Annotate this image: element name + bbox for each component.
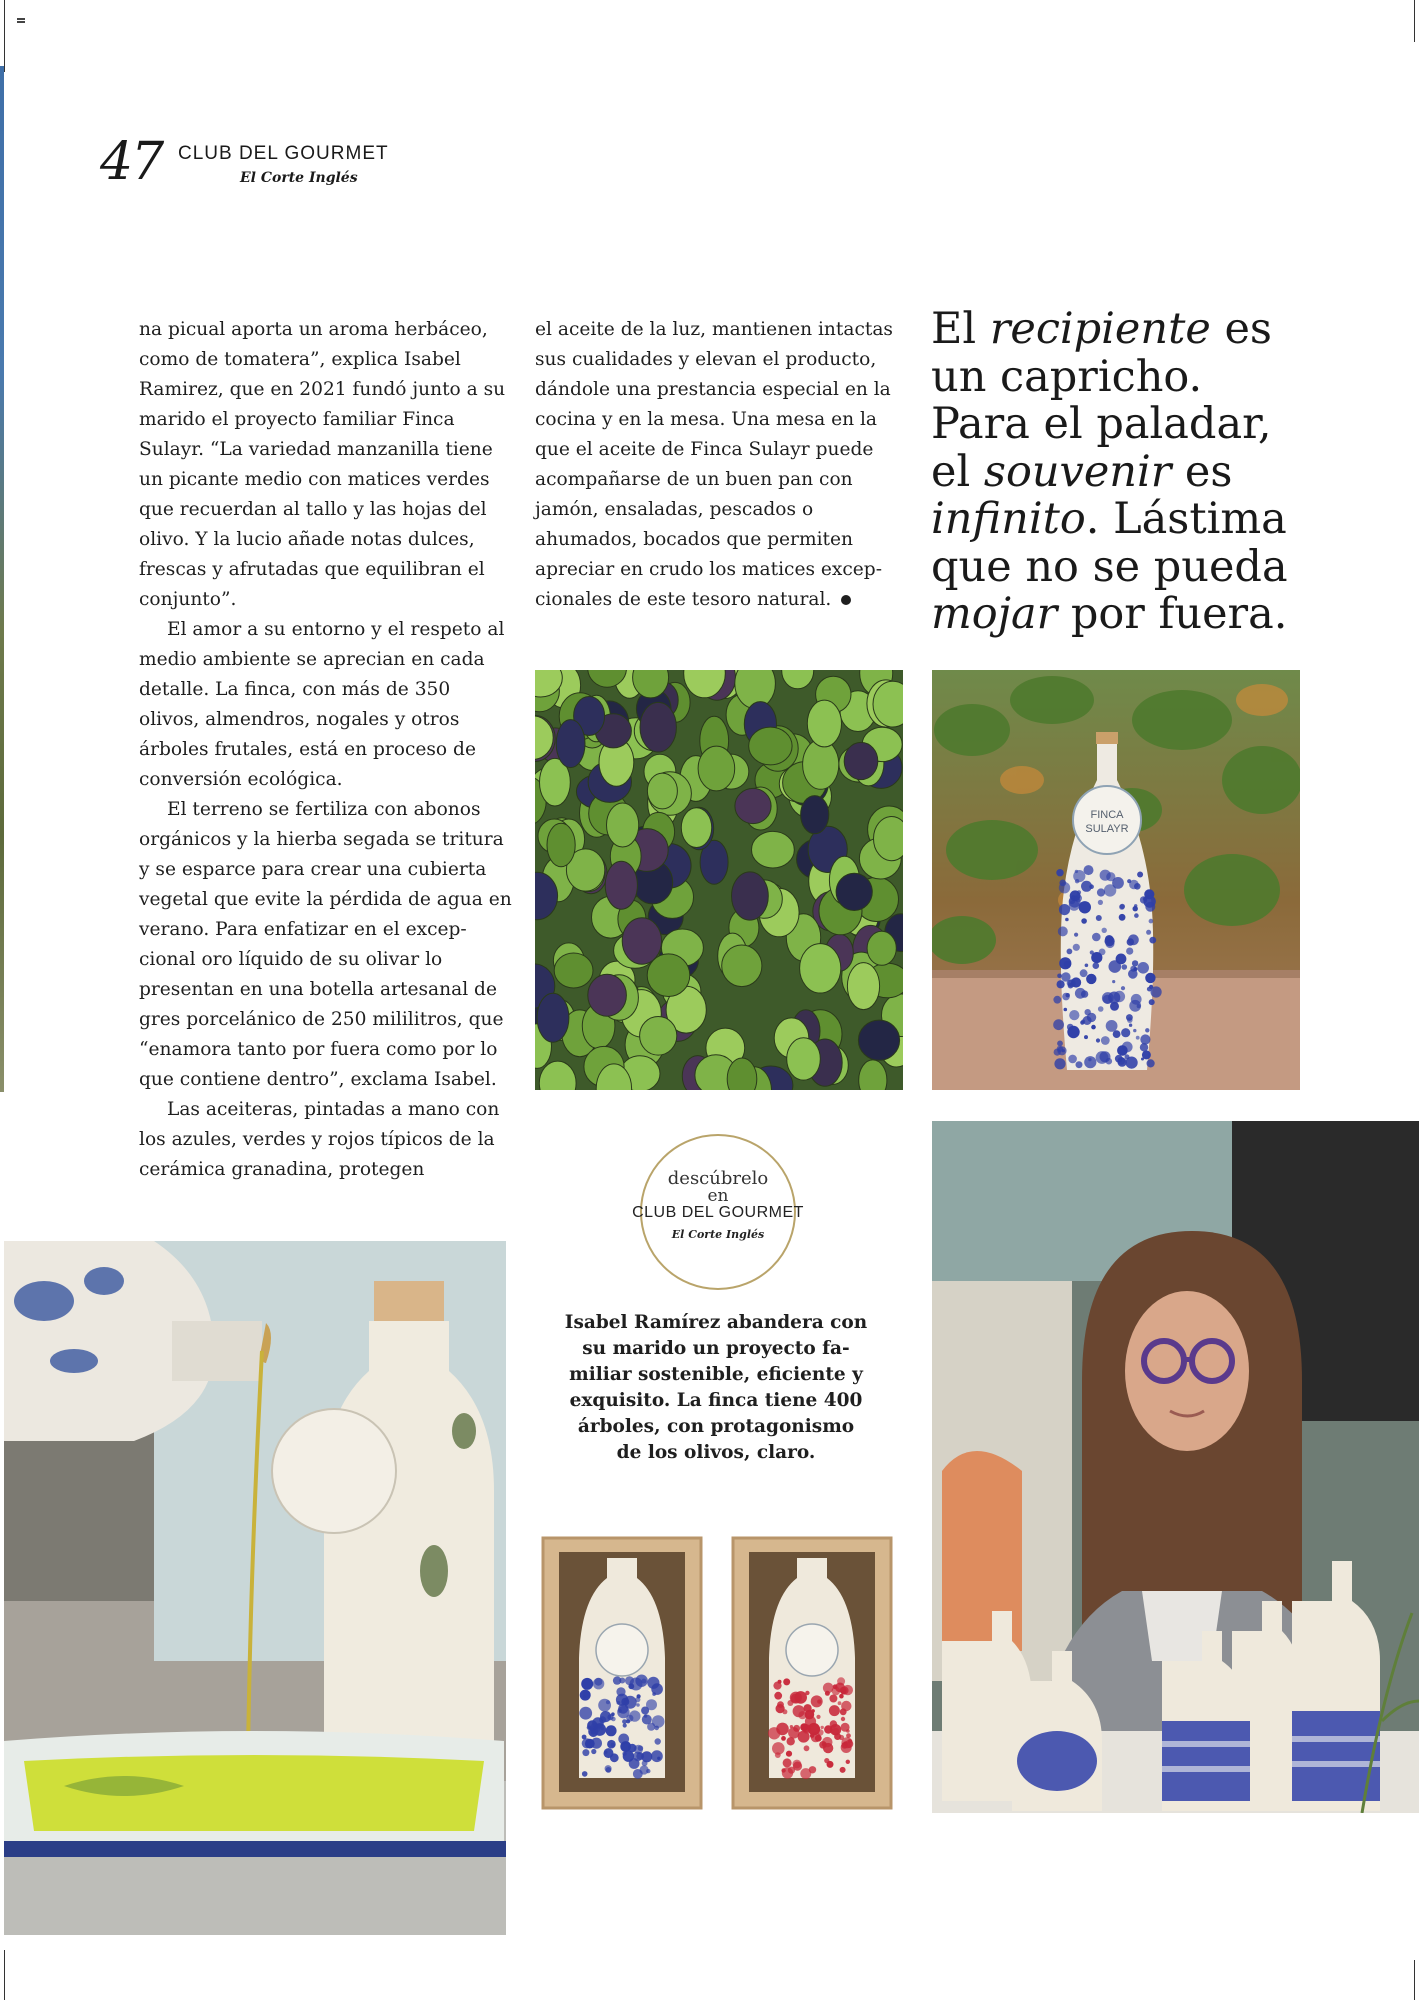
seal-line-brand: CLUB DEL GOURMET: [632, 1204, 804, 1221]
seal-line-en: en: [707, 1186, 729, 1206]
photo-caption: Isabel Ramírez abandera con su marido un proyecto familiar sostenible, eficiente y exquisito. La finca tiene 400 árboles, con protagonismo de los olivos, claro.: [564, 1312, 868, 1463]
brand-logo-script: El Corte Inglés: [240, 170, 358, 186]
box-blue: [543, 1538, 701, 1808]
paragraph: El amor a su entorno y el respeto al medio ambiente se aprecian en cada detalle. La finca, con más de 350 olivos, almendros, nogales y otros árboles frutales, está en proceso de conversión ecológica.: [139, 619, 505, 790]
club-gourmet-seal: [632, 1134, 804, 1290]
magazine-brand: CLUB DEL GOURMET: [178, 143, 389, 164]
box-red: [733, 1538, 891, 1808]
boxed-bottles-photo: [535, 1530, 903, 1815]
registration-mark: [17, 18, 25, 20]
bottle-label-sulayr: SULAYR: [1085, 823, 1129, 835]
isabel-portrait-photo: [932, 1121, 1419, 1813]
end-of-article-dot: [841, 595, 851, 605]
olives-photo: [535, 670, 903, 1090]
article-column-2: [535, 315, 907, 615]
paragraph: Las aceiteras, pintadas a mano con los azules, verdes y rojos típicos de la cerámica granadina, protegen: [139, 1099, 500, 1180]
paragraph: El terreno se fertiliza con abonos orgánicos y la hierba segada se tritura y se esparce para crear una cubierta vegetal que evite la pérdida de agua en verano. Para enfatizar en el excepcional oro líquido de su olivar lo presentan en una botella artesanal de gres porcelánico de 250 mililitros, que “enamora tanto por fuera como por lo que contiene dentro”, exclama Isabel.: [139, 799, 512, 1090]
crop-mark-bottom-left: [4, 1950, 5, 2000]
seal-line-descubrelo: descúbrelo: [667, 1168, 769, 1189]
paragraph: na picual aporta un aroma herbáceo, como de tomatera”, explica Isabel Ramirez, que en 2021 fundó junto a su marido el proyecto familiar Finca Sulayr. “La variedad manzanilla tiene un picante medio con matices verdes que recuerdan al tallo y las hojas del olivo. Y la lucio añade notas dulces, frescas y afrutadas que equilibran el conjunto”.: [139, 319, 506, 610]
seal-line-logo: El Corte Inglés: [671, 1228, 765, 1241]
paragraph: [535, 315, 907, 615]
article-column-1: [139, 315, 514, 1185]
bottle-garden-photo: [932, 670, 1300, 1090]
facing-page-edge: [0, 66, 4, 1092]
page-number: 47: [100, 132, 163, 192]
pull-quote: El recipiente es un capricho. Para el paladar, el souvenir es infinito. Lástima que no se pueda mojar por fuera.: [931, 304, 1288, 639]
crop-mark-bottom-right: [1414, 1960, 1415, 2000]
crop-mark-top-left: [4, 0, 5, 72]
pouring-oil-photo: [4, 1241, 506, 1935]
crop-mark-top-right: [1414, 0, 1415, 42]
paragraph-text: el aceite de la luz, mantienen intactas sus cualidades y elevan el producto, dándole una prestancia especial en la cocina y en la mesa. Una mesa en la que el aceite de Finca Sulayr puede acompañarse de un buen pan con jamón, ensaladas, pescados o ahumados, bocados que permiten apreciar en crudo los matices excepcionales de este tesoro natural.: [535, 319, 893, 610]
bottle-label-finca: FINCA: [1090, 809, 1124, 821]
